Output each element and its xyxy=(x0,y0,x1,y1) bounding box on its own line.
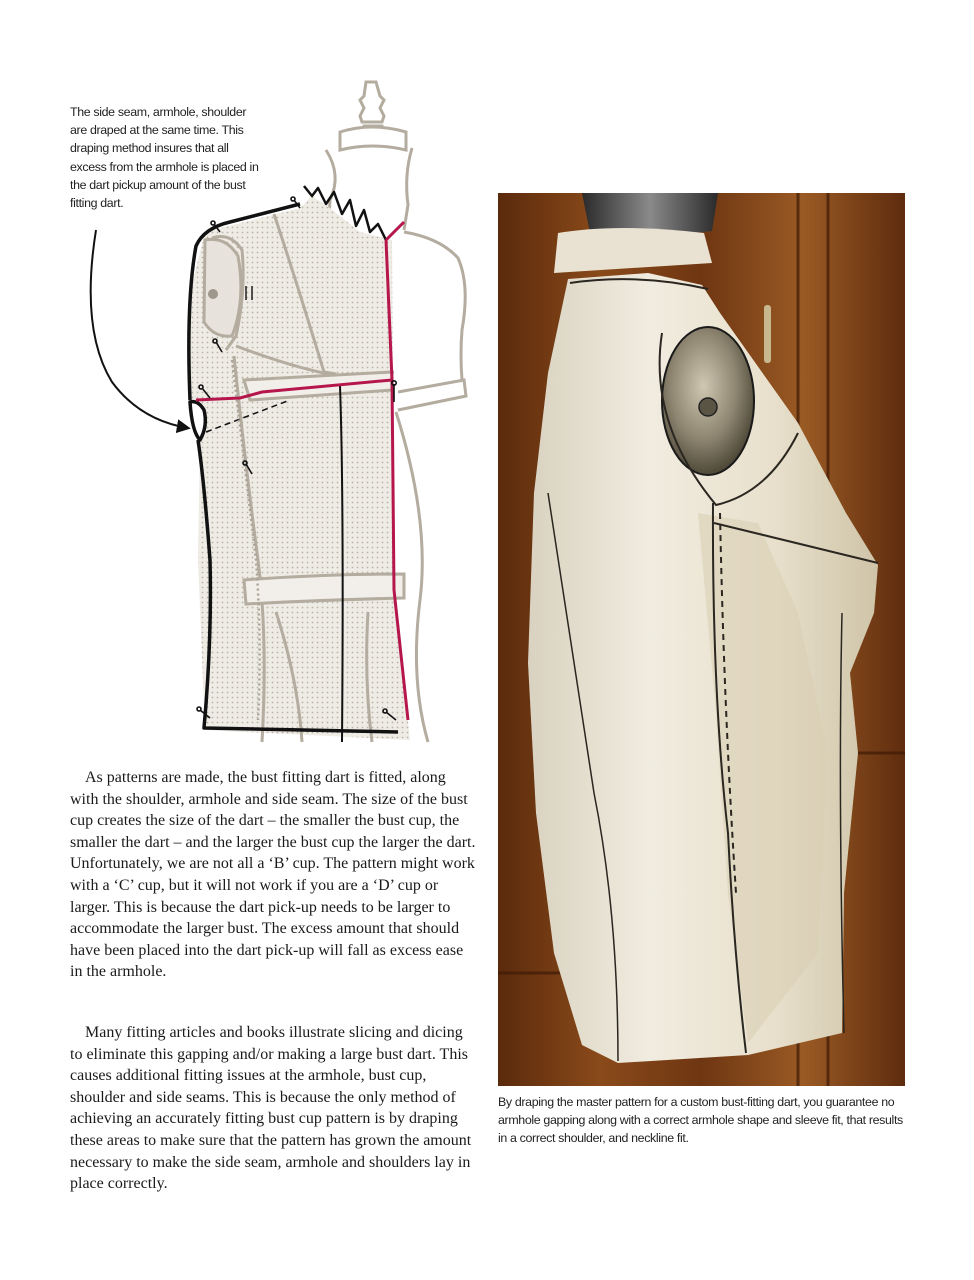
dress-form-photo xyxy=(498,193,905,1086)
body-paragraph-1 xyxy=(70,767,478,983)
illustration-annotation: The side seam, armhole, shoulder are draped at the same time. This draping method insures that all excess from the armhole is placed in the dart pickup amount of the bust fitting dart. xyxy=(70,105,259,211)
photo-caption: By draping the master pattern for a custom bust-fitting dart, you guarantee no armhole gapping along with a correct armhole shape and sleeve fit, that results in a correct shoulder, and neckline fit. xyxy=(498,1095,903,1146)
annotation-arrow xyxy=(91,230,188,428)
dress-form-draping-illustration xyxy=(60,70,480,760)
dress-form-neck xyxy=(326,82,412,236)
dress-form-far-side xyxy=(396,232,466,742)
dress-form-arm-cap xyxy=(204,239,241,336)
cabinet-handle xyxy=(764,305,771,363)
body-paragraph-2 xyxy=(70,1022,478,1195)
paragraph-text: As patterns are made, the bust fitting dart is fitted, along with the shoulder, armhole and side seam. The size of the bust cup creates the size of the dart – the smaller the bust cup, the smaller the dart – and the larger the bust cup the larger the dart. Unfortunately, we are not all a ‘B’ cup. The pattern might work with a ‘C’ cup, but it will not work if you are a ‘D’ cup or larger. This is because the dart pick-up needs to be larger to accommodate the larger bust. The excess amount that should have been placed into the dart pick-up will fall as excess ease in the armhole. xyxy=(70,769,476,981)
paragraph-text: Many fitting articles and books illustrate slicing and dicing to eliminate this gapping and/or making a large bust dart. This causes additional fitting issues at the armhole, bust cup, shoulder and side seams. This is because the only method of achieving an accurately fitting bust cup pattern is by draping these areas to make sure that the pattern has grown the amount necessary to make the side seam, armhole and shoulders lay in place correctly. xyxy=(70,1024,472,1193)
